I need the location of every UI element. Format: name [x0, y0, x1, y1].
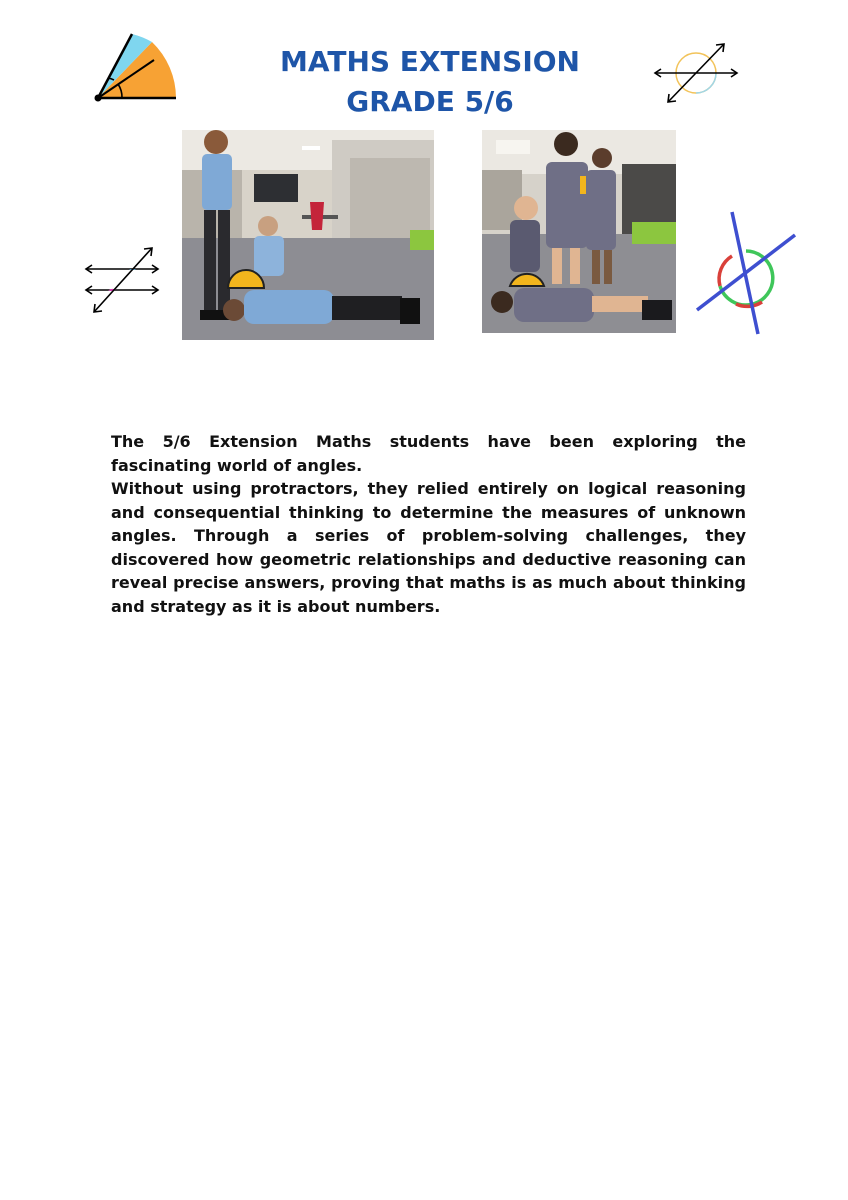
parallel-lines-transversal-icon [82, 244, 162, 320]
students-boys-angle-photo [182, 130, 434, 340]
students-girls-angle-photo [482, 130, 676, 333]
body-text [111, 430, 746, 618]
page-title [230, 42, 630, 122]
crossing-lines-circle-icon [692, 208, 800, 342]
body-paragraph-1: The 5/6 Extension Maths students have been exploring the fascinating world of angles. [111, 432, 746, 475]
title-line-2: GRADE 5/6 [346, 85, 514, 118]
title-line-1: MATHS EXTENSION [279, 45, 580, 78]
body-paragraph-2: Without using protractors, they relied entirely on logical reasoning and consequential thinking to determine the measures of unknown angles. Through a series of problem-solving challenges, they discovered how geometric relationships and deductive reasoning can reveal precise answers, proving that maths is as much about thinking and strategy as it is about numbers. [111, 479, 746, 616]
intersecting-lines-icon [650, 40, 742, 110]
protractor-sector-icon [92, 30, 182, 110]
